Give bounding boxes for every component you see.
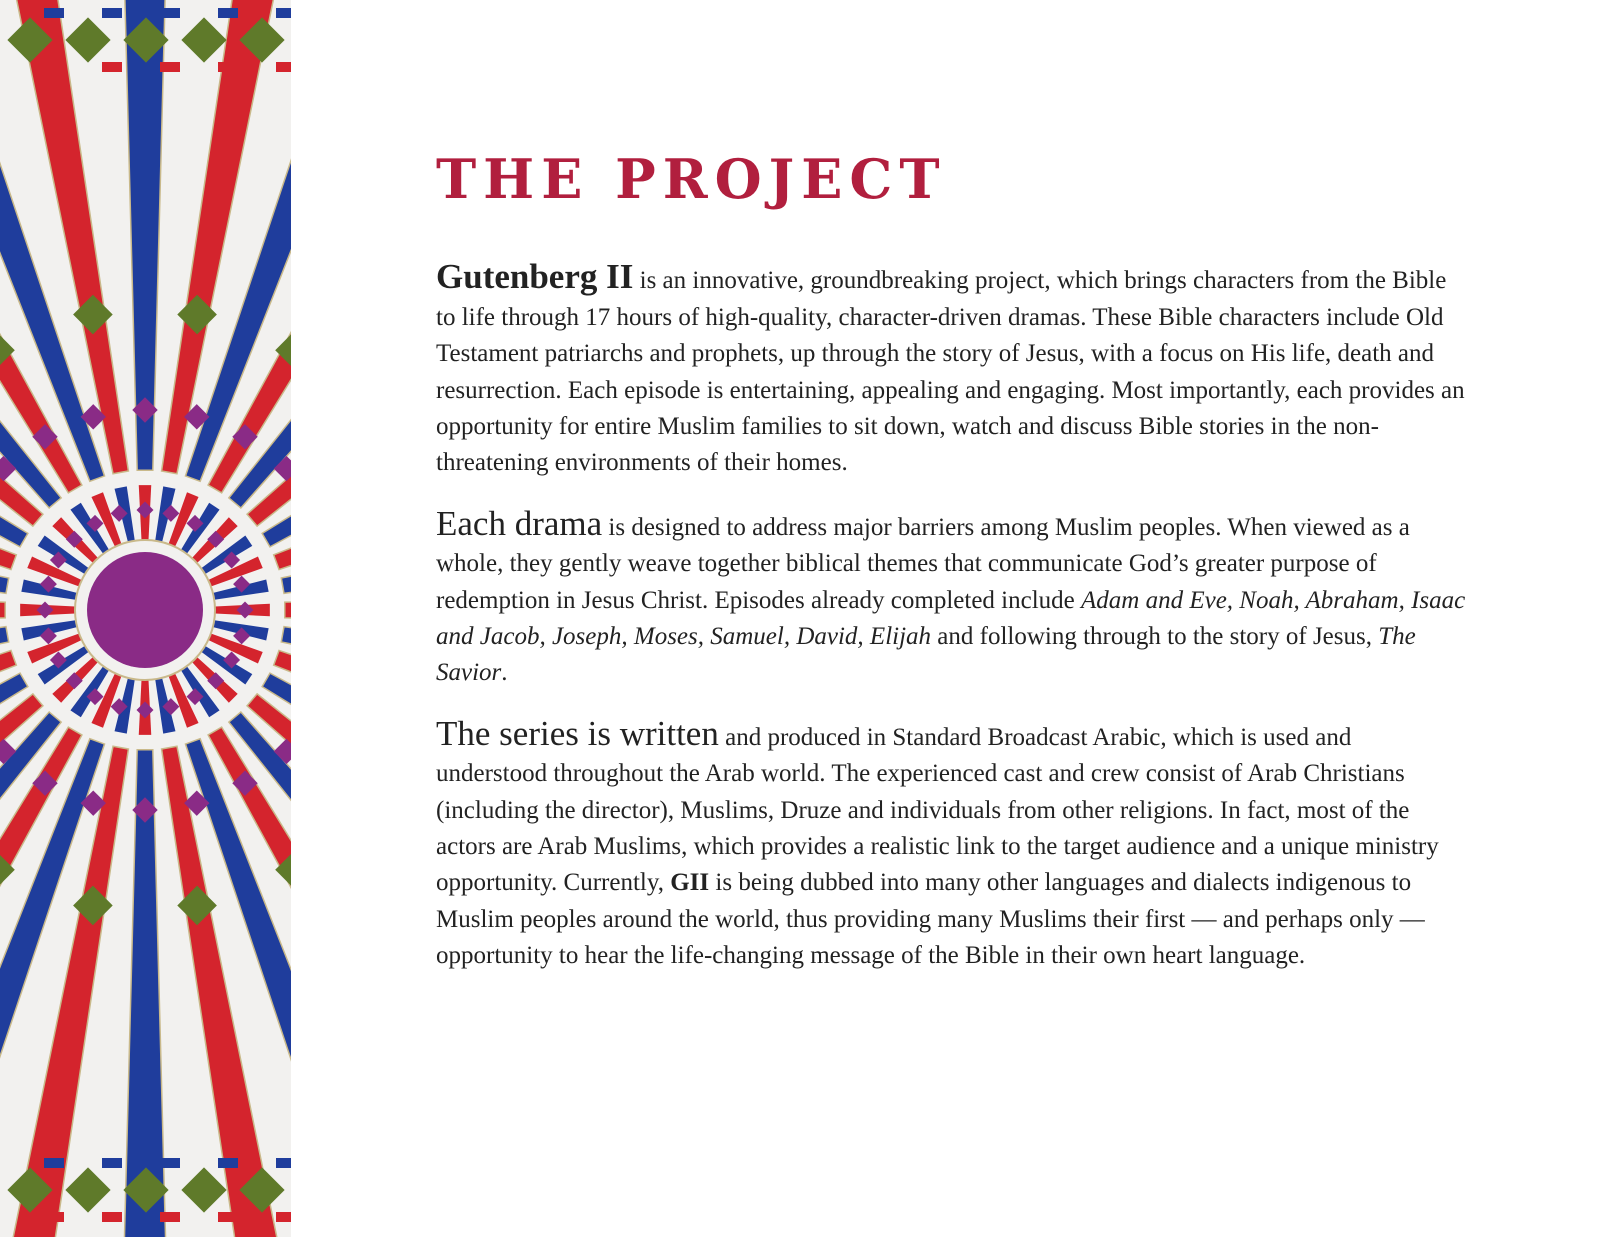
paragraph-text: and produced in Standard Broadcast Arabic, which is used and understood throughout the Arab world. The experienced cast and crew consist of Arab Christians (including the director), Muslims, Druze and individuals from other religions. In fact, most of the actors are Arab Muslims, which provides a realistic link to the target audience and a unique ministry opportunity. Currently,: [436, 723, 1439, 897]
page-title: THE PROJECT: [436, 147, 947, 211]
main-content: [436, 147, 1466, 999]
episode-list: Adam and Eve, Noah, Abraham, Isaac and Jacob, Joseph, Moses, Samuel, David, Elijah: [436, 586, 1466, 651]
mosaic-pattern-image: [0, 0, 291, 1237]
gii-abbreviation: GII: [670, 869, 710, 897]
paragraph-text: is an innovative, groundbreaking project, which brings characters from the Bible to life through 17 hours of high-quality, character-driven dramas. These Bible characters include Old Testament patriarchs and prophets, up through the story of Jesus, with a focus on His life, death and resurrection. Each episode is entertaining, appealing and engaging. Most importantly, each provides an opportunity for entire Muslim families to sit down, watch and discuss Bible stories in the non-threatening environments of their homes.: [436, 267, 1465, 477]
paragraph-each-drama: [436, 503, 1466, 692]
paragraph-lead: Gutenberg II: [436, 257, 634, 297]
decorative-mosaic-panel: [0, 0, 291, 1237]
paragraph-text: is designed to address major barriers among Muslim peoples. When viewed as a whole, they gently weave together biblical themes that communicate God’s greater purpose of redemption in Jesus Christ. Episodes already completed include: [436, 513, 1410, 614]
paragraph-text: .: [501, 659, 508, 687]
paragraph-lead: The series is written: [436, 713, 719, 753]
paragraph-series: [436, 713, 1466, 975]
paragraph-lead: Each drama: [436, 503, 603, 543]
paragraph-text: and following through to the story of Jesus,: [931, 623, 1379, 651]
episode-title-savior: The Savior: [436, 623, 1416, 687]
paragraph-text: is being dubbed into many other languages and dialects indigenous to Muslim peoples around the world, thus providing many Muslims their first — and perhaps only — opportunity to hear the life-changing message of the Bible in their own heart language.: [436, 869, 1425, 970]
paragraph-intro: [436, 259, 1466, 481]
